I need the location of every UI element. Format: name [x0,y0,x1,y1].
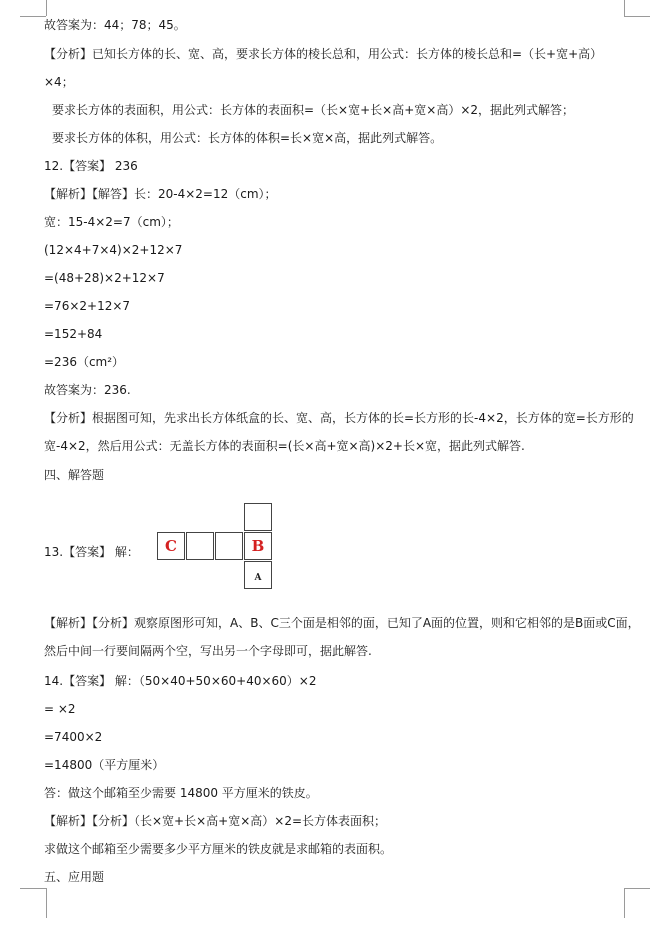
q14-conclusion: 答：做这个邮箱至少需要 14800 平方厘米的铁皮。 [44,786,318,800]
net-label-c: C [165,537,177,555]
analysis-11-volume: 要求长方体的体积，用公式：长方体的体积=长×宽×高，据此列式解答。 [52,131,443,145]
q14-step-3: =14800（平方厘米） [44,758,165,772]
analysis-11-line-2: ×4； [44,75,74,89]
net-label-a: A [254,573,262,583]
q12-solution-length: 【解析】【解答】长：20-4×2=12（cm）； [44,187,277,201]
q12-solution-width: 宽：15-4×2=7（cm）； [44,215,179,229]
net-cell-a [244,561,272,589]
q14-analysis-text: 求做这个邮箱至少需要多少平方厘米的铁皮就是求邮箱的表面积。 [44,842,393,856]
q13-analysis: 【解析】【分析】观察原图形可知，A、B、C三个面是相邻的面，已知了A面的位置，则和它相邻的是B面或C面，然后中间一行要间隔两个空，写出另一个字母即可，据此解答. [44,616,640,658]
section-4-heading: 四、解答题 [44,468,105,482]
net-label-b: B [251,537,265,555]
q12-step-3: =76×2+12×7 [44,299,131,313]
q12-step-2: =(48+28)×2+12×7 [44,271,165,285]
q12-step-5: =236（cm²） [44,355,125,369]
q13-answer: 13.【答案】 解： [44,545,139,559]
q14-analysis-formula: 【解析】【分析】（长×宽+长×高+宽×高）×2=长方体表面积； [44,814,387,828]
section-5-heading: 五、应用题 [44,870,105,884]
q12-final: 故答案为：236. [44,383,131,397]
net-cell-c [157,532,185,560]
q14-answer: 14.【答案】 解：（50×40+50×60+40×60）×2 [44,674,317,688]
q14-step-1: = ×2 [44,702,76,716]
net-cell-b [244,532,272,560]
net-cell-2 [186,532,214,560]
net-cell-top [244,503,272,531]
q12-answer: 12.【答案】 236 [44,159,138,173]
q12-analysis: 【分析】根据图可知，先求出长方体纸盒的长、宽、高，长方体的长=长方形的长-4×2，长方体的宽=长方形的宽-4×2，然后用公式：无盖长方体的表面积=(长×高+宽×高)×2+长×宽，据此列式解答. [44,411,634,453]
cube-net-figure [157,503,273,589]
net-cell-3 [215,532,243,560]
q12-step-1: (12×4+7×4)×2+12×7 [44,243,183,257]
q12-step-4: =152+84 [44,327,103,341]
q14-step-2: =7400×2 [44,730,103,744]
analysis-11-line-1: 【分析】已知长方体的长、宽、高，要求长方体的棱长总和，用公式：长方体的棱长总和=（长+宽+高） [44,47,603,61]
answer-line-11: 故答案为：44；78；45。 [44,18,186,32]
analysis-11-surface: 要求长方体的表面积，用公式：长方体的表面积=（长×宽+长×高+宽×高）×2，据此列式解答； [52,103,575,117]
